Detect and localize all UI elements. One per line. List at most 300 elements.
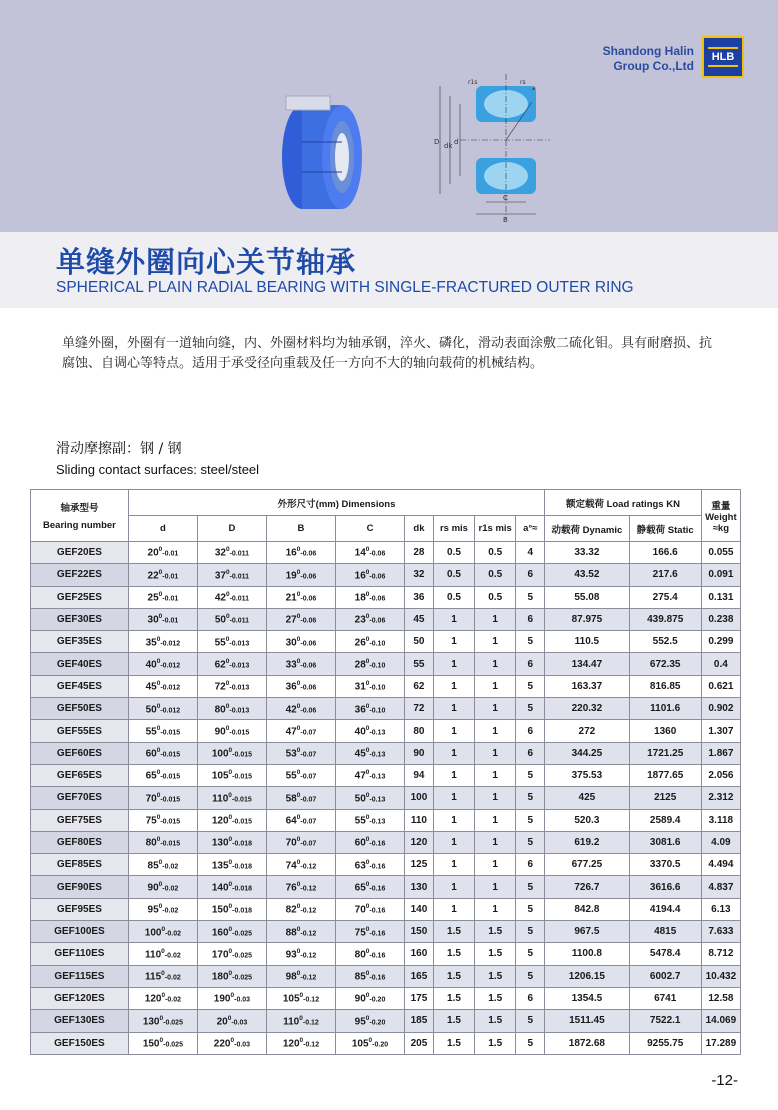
header-d: d bbox=[128, 516, 197, 542]
cell-rs: 1.5 bbox=[433, 921, 474, 943]
cell-dk: 80 bbox=[405, 720, 434, 742]
cell-B: $70^0-0.07$ bbox=[266, 831, 335, 853]
cell-dyn: 33.32 bbox=[545, 542, 629, 564]
cell-r1s: 1 bbox=[475, 720, 516, 742]
cell-B: $64^0-0.07$ bbox=[266, 809, 335, 831]
table-row bbox=[31, 675, 741, 697]
cell-D: $37^0-0.011$ bbox=[197, 564, 266, 586]
cell-bearing-number: GEF110ES bbox=[31, 943, 129, 965]
cell-B: $105^0-0.12$ bbox=[266, 987, 335, 1009]
cell-C: $60^0-0.16$ bbox=[335, 831, 404, 853]
cell-D: $62^0-0.013$ bbox=[197, 653, 266, 675]
cell-C: $80^0-0.16$ bbox=[335, 943, 404, 965]
cell-a: 5 bbox=[516, 586, 545, 608]
cell-stat: 2589.4 bbox=[629, 809, 701, 831]
header-a: a°≈ bbox=[516, 516, 545, 542]
cell-r1s: 1.5 bbox=[475, 1010, 516, 1032]
cell-w: 7.633 bbox=[701, 921, 740, 943]
cell-d: $115^0-0.02$ bbox=[128, 965, 197, 987]
cell-C: $105^0-0.20$ bbox=[335, 1032, 404, 1054]
label-B: B bbox=[503, 216, 508, 224]
cell-bearing-number: GEF75ES bbox=[31, 809, 129, 831]
cell-a: 5 bbox=[516, 809, 545, 831]
cell-dyn: 677.25 bbox=[545, 854, 629, 876]
cell-B: $21^0-0.06$ bbox=[266, 586, 335, 608]
header-dynamic: 动载荷 Dynamic bbox=[545, 516, 629, 542]
page-number: -12- bbox=[711, 1072, 738, 1089]
cell-stat: 6741 bbox=[629, 987, 701, 1009]
cell-dyn: 375.53 bbox=[545, 764, 629, 786]
cell-dyn: 425 bbox=[545, 787, 629, 809]
cell-stat: 1101.6 bbox=[629, 698, 701, 720]
cell-rs: 1.5 bbox=[433, 987, 474, 1009]
cell-bearing-number: GEF25ES bbox=[31, 586, 129, 608]
cell-w: 0.902 bbox=[701, 698, 740, 720]
cell-d: $25^0-0.01$ bbox=[128, 586, 197, 608]
cell-r1s: 1 bbox=[475, 742, 516, 764]
cell-D: $110^0-0.015$ bbox=[197, 787, 266, 809]
header-load-ratings: 额定载荷 Load ratings KN bbox=[545, 490, 702, 516]
cell-r1s: 1 bbox=[475, 764, 516, 786]
cell-r1s: 1.5 bbox=[475, 987, 516, 1009]
cell-stat: 552.5 bbox=[629, 631, 701, 653]
table-row bbox=[31, 764, 741, 786]
cell-w: 2.312 bbox=[701, 787, 740, 809]
cell-D: $160^0-0.025$ bbox=[197, 921, 266, 943]
cell-bearing-number: GEF35ES bbox=[31, 631, 129, 653]
cell-dk: 36 bbox=[405, 586, 434, 608]
cell-stat: 5478.4 bbox=[629, 943, 701, 965]
table-row bbox=[31, 1032, 741, 1054]
cell-bearing-number: GEF100ES bbox=[31, 921, 129, 943]
cell-D: $20^0-0.03$ bbox=[197, 1010, 266, 1032]
cell-stat: 166.6 bbox=[629, 542, 701, 564]
cell-dk: 94 bbox=[405, 764, 434, 786]
cell-a: 5 bbox=[516, 1032, 545, 1054]
cell-C: $47^0-0.13$ bbox=[335, 764, 404, 786]
cell-dk: 90 bbox=[405, 742, 434, 764]
specification-table bbox=[30, 489, 741, 1055]
cell-rs: 1 bbox=[433, 608, 474, 630]
cell-dyn: 163.37 bbox=[545, 675, 629, 697]
cell-stat: 7522.1 bbox=[629, 1010, 701, 1032]
cell-stat: 3616.6 bbox=[629, 876, 701, 898]
cell-r1s: 1 bbox=[475, 608, 516, 630]
cell-D: $170^0-0.025$ bbox=[197, 943, 266, 965]
cell-d: $150^0-0.025$ bbox=[128, 1032, 197, 1054]
cell-dyn: 967.5 bbox=[545, 921, 629, 943]
table-row bbox=[31, 586, 741, 608]
cell-B: $110^0-0.12$ bbox=[266, 1010, 335, 1032]
header-rs: rs mis bbox=[433, 516, 474, 542]
cell-C: $70^0-0.16$ bbox=[335, 898, 404, 920]
cell-a: 5 bbox=[516, 787, 545, 809]
cell-C: $90^0-0.20$ bbox=[335, 987, 404, 1009]
cell-d: $90^0-0.02$ bbox=[128, 876, 197, 898]
cell-w: 2.056 bbox=[701, 764, 740, 786]
header-r1s: r1s mis bbox=[475, 516, 516, 542]
cell-d: $80^0-0.015$ bbox=[128, 831, 197, 853]
cell-C: $18^0-0.06$ bbox=[335, 586, 404, 608]
cell-rs: 1 bbox=[433, 698, 474, 720]
cell-D: $130^0-0.018$ bbox=[197, 831, 266, 853]
cell-bearing-number: GEF55ES bbox=[31, 720, 129, 742]
cell-dk: 130 bbox=[405, 876, 434, 898]
cell-rs: 1 bbox=[433, 898, 474, 920]
cell-d: $45^0-0.012$ bbox=[128, 675, 197, 697]
table-row bbox=[31, 653, 741, 675]
cell-stat: 439.875 bbox=[629, 608, 701, 630]
cell-C: $85^0-0.16$ bbox=[335, 965, 404, 987]
cell-C: $26^0-0.10$ bbox=[335, 631, 404, 653]
table-row bbox=[31, 564, 741, 586]
cell-D: $105^0-0.015$ bbox=[197, 764, 266, 786]
cell-w: 8.712 bbox=[701, 943, 740, 965]
table-row bbox=[31, 698, 741, 720]
table-row bbox=[31, 876, 741, 898]
cell-D: $100^0-0.015$ bbox=[197, 742, 266, 764]
cell-rs: 0.5 bbox=[433, 586, 474, 608]
cell-stat: 672.35 bbox=[629, 653, 701, 675]
cell-C: $36^0-0.10$ bbox=[335, 698, 404, 720]
cell-d: $100^0-0.02$ bbox=[128, 921, 197, 943]
table-row bbox=[31, 943, 741, 965]
table-row bbox=[31, 720, 741, 742]
cell-stat: 3370.5 bbox=[629, 854, 701, 876]
cell-C: $23^0-0.06$ bbox=[335, 608, 404, 630]
cell-dyn: 272 bbox=[545, 720, 629, 742]
cell-C: $75^0-0.16$ bbox=[335, 921, 404, 943]
cell-rs: 1 bbox=[433, 742, 474, 764]
cell-d: $20^0-0.01$ bbox=[128, 542, 197, 564]
cell-dyn: 220.32 bbox=[545, 698, 629, 720]
cell-d: $110^0-0.02$ bbox=[128, 943, 197, 965]
cell-r1s: 0.5 bbox=[475, 564, 516, 586]
page-title-en: SPHERICAL PLAIN RADIAL BEARING WITH SINGLE-FRACTURED OUTER RING bbox=[56, 279, 634, 296]
cell-r1s: 1 bbox=[475, 898, 516, 920]
cell-dyn: 842.8 bbox=[545, 898, 629, 920]
cell-B: $55^0-0.07$ bbox=[266, 764, 335, 786]
table-row bbox=[31, 987, 741, 1009]
cell-w: 0.091 bbox=[701, 564, 740, 586]
cell-w: 0.131 bbox=[701, 586, 740, 608]
cell-d: $85^0-0.02$ bbox=[128, 854, 197, 876]
label-C: C bbox=[503, 194, 508, 202]
label-a: a bbox=[532, 85, 536, 92]
cell-stat: 217.6 bbox=[629, 564, 701, 586]
cell-w: 0.238 bbox=[701, 608, 740, 630]
header-dimensions: 外形尺寸(mm) Dimensions bbox=[128, 490, 544, 516]
cell-rs: 1 bbox=[433, 787, 474, 809]
cell-rs: 1 bbox=[433, 764, 474, 786]
cell-a: 5 bbox=[516, 876, 545, 898]
cell-a: 6 bbox=[516, 608, 545, 630]
cell-stat: 2125 bbox=[629, 787, 701, 809]
cell-r1s: 1 bbox=[475, 653, 516, 675]
bearing-section-drawing bbox=[420, 74, 550, 224]
cell-C: $95^0-0.20$ bbox=[335, 1010, 404, 1032]
cell-d: $120^0-0.02$ bbox=[128, 987, 197, 1009]
header-C: C bbox=[335, 516, 404, 542]
cell-B: $27^0-0.06$ bbox=[266, 608, 335, 630]
cell-rs: 1 bbox=[433, 653, 474, 675]
cell-D: $190^0-0.03$ bbox=[197, 987, 266, 1009]
label-dk: dk bbox=[444, 142, 453, 150]
cell-B: $19^0-0.06$ bbox=[266, 564, 335, 586]
cell-D: $32^0-0.011$ bbox=[197, 542, 266, 564]
cell-C: $50^0-0.13$ bbox=[335, 787, 404, 809]
cell-r1s: 1 bbox=[475, 876, 516, 898]
cell-dk: 100 bbox=[405, 787, 434, 809]
cell-D: $140^0-0.018$ bbox=[197, 876, 266, 898]
cell-dyn: 43.52 bbox=[545, 564, 629, 586]
cell-D: $55^0-0.013$ bbox=[197, 631, 266, 653]
cell-bearing-number: GEF80ES bbox=[31, 831, 129, 853]
cell-D: $135^0-0.018$ bbox=[197, 854, 266, 876]
table-row bbox=[31, 809, 741, 831]
header-static: 静载荷 Static bbox=[629, 516, 701, 542]
cell-bearing-number: GEF150ES bbox=[31, 1032, 129, 1054]
cell-a: 6 bbox=[516, 987, 545, 1009]
cell-C: $16^0-0.06$ bbox=[335, 564, 404, 586]
cell-a: 6 bbox=[516, 653, 545, 675]
cell-dk: 72 bbox=[405, 698, 434, 720]
cell-bearing-number: GEF85ES bbox=[31, 854, 129, 876]
cell-a: 6 bbox=[516, 742, 545, 764]
cell-w: 1.867 bbox=[701, 742, 740, 764]
cell-rs: 1.5 bbox=[433, 943, 474, 965]
cell-d: $55^0-0.015$ bbox=[128, 720, 197, 742]
cell-r1s: 1 bbox=[475, 631, 516, 653]
cell-r1s: 1 bbox=[475, 675, 516, 697]
cell-B: $53^0-0.07$ bbox=[266, 742, 335, 764]
cell-a: 5 bbox=[516, 631, 545, 653]
header-dk: dk bbox=[405, 516, 434, 542]
cell-r1s: 1.5 bbox=[475, 965, 516, 987]
cell-d: $30^0-0.01$ bbox=[128, 608, 197, 630]
cell-bearing-number: GEF130ES bbox=[31, 1010, 129, 1032]
cell-B: $93^0-0.12$ bbox=[266, 943, 335, 965]
cell-d: $35^0-0.012$ bbox=[128, 631, 197, 653]
cell-stat: 275.4 bbox=[629, 586, 701, 608]
header-weight: 重量 Weight ≈kg bbox=[701, 490, 740, 542]
cell-B: $33^0-0.06$ bbox=[266, 653, 335, 675]
cell-B: $120^0-0.12$ bbox=[266, 1032, 335, 1054]
cell-D: $80^0-0.013$ bbox=[197, 698, 266, 720]
header-D: D bbox=[197, 516, 266, 542]
cell-r1s: 1 bbox=[475, 854, 516, 876]
company-name-line2: Group Co.,Ltd bbox=[613, 59, 694, 73]
cell-stat: 4194.4 bbox=[629, 898, 701, 920]
cell-bearing-number: GEF70ES bbox=[31, 787, 129, 809]
cell-bearing-number: GEF115ES bbox=[31, 965, 129, 987]
cell-w: 0.621 bbox=[701, 675, 740, 697]
product-description: 单缝外圈，外圈有一道轴向缝，内、外圈材料均为轴承钢，淬火、磷化，滑动表面涂敷二硫化钼。具有耐磨损、抗腐蚀、自调心等特点。适用于承受径向重载及任一方向不大的轴向载荷的机械结构。 bbox=[62, 336, 713, 371]
cell-bearing-number: GEF95ES bbox=[31, 898, 129, 920]
cell-D: $220^0-0.03$ bbox=[197, 1032, 266, 1054]
cell-C: $45^0-0.13$ bbox=[335, 742, 404, 764]
cell-dyn: 55.08 bbox=[545, 586, 629, 608]
cell-dyn: 87.975 bbox=[545, 608, 629, 630]
hlb-logo-icon bbox=[702, 36, 744, 78]
cell-dyn: 1206.15 bbox=[545, 965, 629, 987]
table-row bbox=[31, 542, 741, 564]
cell-dk: 120 bbox=[405, 831, 434, 853]
cell-dyn: 1511.45 bbox=[545, 1010, 629, 1032]
cell-d: $60^0-0.015$ bbox=[128, 742, 197, 764]
cell-rs: 0.5 bbox=[433, 564, 474, 586]
cell-D: $72^0-0.013$ bbox=[197, 675, 266, 697]
cell-rs: 1 bbox=[433, 720, 474, 742]
cell-a: 5 bbox=[516, 921, 545, 943]
cell-d: $95^0-0.02$ bbox=[128, 898, 197, 920]
header-banner bbox=[0, 0, 778, 232]
page-title-cn: 单缝外圈向心关节轴承 bbox=[56, 245, 357, 279]
header-B: B bbox=[266, 516, 335, 542]
specification-table-body bbox=[31, 542, 741, 1055]
cell-C: $40^0-0.13$ bbox=[335, 720, 404, 742]
cell-dyn: 1100.8 bbox=[545, 943, 629, 965]
cell-dk: 50 bbox=[405, 631, 434, 653]
cell-w: 17.289 bbox=[701, 1032, 740, 1054]
cell-r1s: 1.5 bbox=[475, 921, 516, 943]
cell-rs: 1 bbox=[433, 809, 474, 831]
cell-dyn: 110.5 bbox=[545, 631, 629, 653]
cell-r1s: 1.5 bbox=[475, 1032, 516, 1054]
logo-text: HLB bbox=[711, 51, 735, 63]
cell-C: $63^0-0.16$ bbox=[335, 854, 404, 876]
cell-rs: 1.5 bbox=[433, 1010, 474, 1032]
cell-dk: 32 bbox=[405, 564, 434, 586]
cell-dyn: 1354.5 bbox=[545, 987, 629, 1009]
cell-bearing-number: GEF120ES bbox=[31, 987, 129, 1009]
cell-dk: 150 bbox=[405, 921, 434, 943]
table-row bbox=[31, 898, 741, 920]
cell-a: 5 bbox=[516, 831, 545, 853]
cell-rs: 1.5 bbox=[433, 965, 474, 987]
cell-dyn: 520.3 bbox=[545, 809, 629, 831]
cell-B: $88^0-0.12$ bbox=[266, 921, 335, 943]
cell-r1s: 0.5 bbox=[475, 542, 516, 564]
table-row bbox=[31, 854, 741, 876]
cell-dk: 55 bbox=[405, 653, 434, 675]
cell-B: $76^0-0.12$ bbox=[266, 876, 335, 898]
cell-D: $42^0-0.011$ bbox=[197, 586, 266, 608]
cell-dk: 165 bbox=[405, 965, 434, 987]
table-row bbox=[31, 787, 741, 809]
cell-r1s: 1 bbox=[475, 787, 516, 809]
table-row bbox=[31, 608, 741, 630]
cell-D: $90^0-0.015$ bbox=[197, 720, 266, 742]
cell-rs: 1 bbox=[433, 831, 474, 853]
table-row bbox=[31, 921, 741, 943]
cell-stat: 1721.25 bbox=[629, 742, 701, 764]
cell-stat: 4815 bbox=[629, 921, 701, 943]
cell-w: 1.307 bbox=[701, 720, 740, 742]
cell-B: $82^0-0.12$ bbox=[266, 898, 335, 920]
cell-stat: 1360 bbox=[629, 720, 701, 742]
cell-B: $42^0-0.06$ bbox=[266, 698, 335, 720]
cell-rs: 1 bbox=[433, 631, 474, 653]
cell-a: 5 bbox=[516, 965, 545, 987]
cell-w: 0.4 bbox=[701, 653, 740, 675]
cell-D: $150^0-0.018$ bbox=[197, 898, 266, 920]
cell-a: 6 bbox=[516, 854, 545, 876]
bearing-illustration bbox=[272, 92, 372, 214]
cell-w: 4.494 bbox=[701, 854, 740, 876]
cell-D: $180^0-0.025$ bbox=[197, 965, 266, 987]
cell-r1s: 1 bbox=[475, 831, 516, 853]
cell-a: 5 bbox=[516, 675, 545, 697]
friction-pair-cn: 滑动摩擦副：钢 / 钢 bbox=[56, 441, 182, 457]
cell-B: $47^0-0.07$ bbox=[266, 720, 335, 742]
cell-B: $74^0-0.12$ bbox=[266, 854, 335, 876]
cell-r1s: 1.5 bbox=[475, 943, 516, 965]
cell-a: 6 bbox=[516, 720, 545, 742]
cell-bearing-number: GEF60ES bbox=[31, 742, 129, 764]
cell-C: $14^0-0.06$ bbox=[335, 542, 404, 564]
cell-B: $58^0-0.07$ bbox=[266, 787, 335, 809]
cell-dyn: 344.25 bbox=[545, 742, 629, 764]
cell-B: $98^0-0.12$ bbox=[266, 965, 335, 987]
cell-rs: 0.5 bbox=[433, 542, 474, 564]
label-D: D bbox=[434, 138, 440, 146]
cell-D: $120^0-0.015$ bbox=[197, 809, 266, 831]
cell-bearing-number: GEF30ES bbox=[31, 608, 129, 630]
cell-d: $65^0-0.015$ bbox=[128, 764, 197, 786]
cell-dk: 110 bbox=[405, 809, 434, 831]
cell-stat: 6002.7 bbox=[629, 965, 701, 987]
cell-dyn: 726.7 bbox=[545, 876, 629, 898]
table-row bbox=[31, 831, 741, 853]
label-d: d bbox=[454, 138, 459, 146]
label-rs: rs bbox=[520, 79, 526, 86]
label-r1s: r1s bbox=[468, 79, 478, 86]
cell-bearing-number: GEF45ES bbox=[31, 675, 129, 697]
cell-r1s: 0.5 bbox=[475, 586, 516, 608]
cell-dk: 125 bbox=[405, 854, 434, 876]
cell-dk: 28 bbox=[405, 542, 434, 564]
cell-dyn: 619.2 bbox=[545, 831, 629, 853]
cell-d: $75^0-0.015$ bbox=[128, 809, 197, 831]
cell-stat: 1877.65 bbox=[629, 764, 701, 786]
cell-d: $50^0-0.012$ bbox=[128, 698, 197, 720]
cell-d: $22^0-0.01$ bbox=[128, 564, 197, 586]
cell-C: $28^0-0.10$ bbox=[335, 653, 404, 675]
cell-w: 10.432 bbox=[701, 965, 740, 987]
cell-d: $70^0-0.015$ bbox=[128, 787, 197, 809]
company-name bbox=[603, 44, 694, 74]
cell-dk: 205 bbox=[405, 1032, 434, 1054]
cell-bearing-number: GEF22ES bbox=[31, 564, 129, 586]
friction-pair-en: Sliding contact surfaces: steel/steel bbox=[56, 462, 260, 477]
cell-dk: 160 bbox=[405, 943, 434, 965]
cell-dk: 185 bbox=[405, 1010, 434, 1032]
table-row bbox=[31, 742, 741, 764]
cell-rs: 1 bbox=[433, 876, 474, 898]
cell-d: $40^0-0.012$ bbox=[128, 653, 197, 675]
cell-C: $31^0-0.10$ bbox=[335, 675, 404, 697]
table-row bbox=[31, 631, 741, 653]
cell-bearing-number: GEF90ES bbox=[31, 876, 129, 898]
cell-stat: 9255.75 bbox=[629, 1032, 701, 1054]
cell-rs: 1 bbox=[433, 675, 474, 697]
cell-w: 6.13 bbox=[701, 898, 740, 920]
cell-bearing-number: GEF65ES bbox=[31, 764, 129, 786]
cell-B: $30^0-0.06$ bbox=[266, 631, 335, 653]
table-row bbox=[31, 965, 741, 987]
cell-w: 3.118 bbox=[701, 809, 740, 831]
